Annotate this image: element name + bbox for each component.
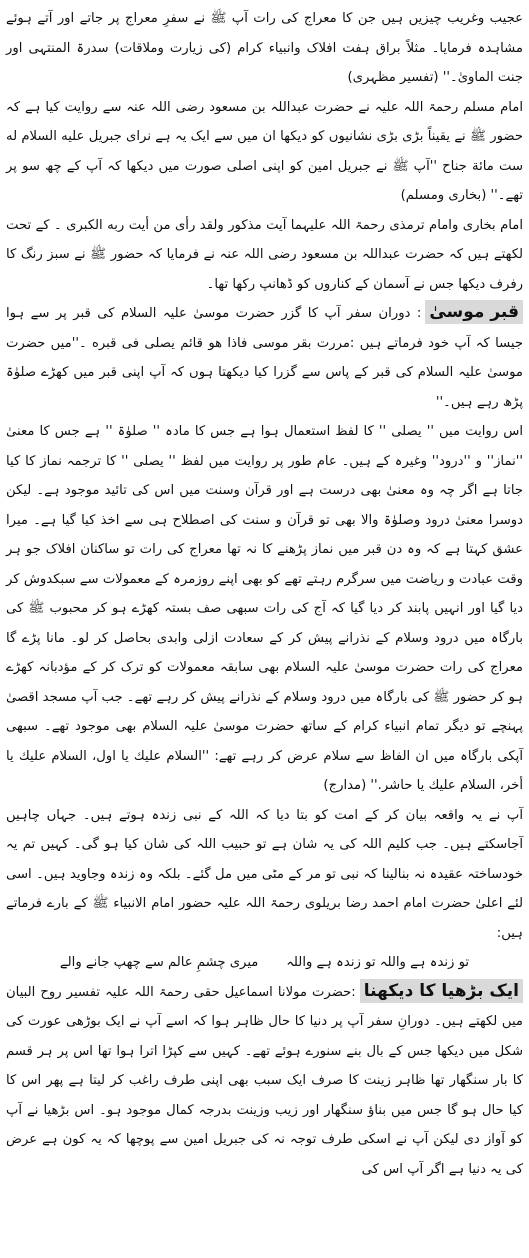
paragraph-muslim-narration: امام مسلم رحمۃ اللہ علیہ نے حضرت عبداللہ بن مسعود رضی اللہ عنہ سے روایت کیا ہے کہ حضور ﷺ نے یقیناً بڑی بڑی نشانیوں کو دیکھا ان میں سے ایک یہ ہے نراى جبريل عليه السلام له ست مائة جناح ''آپ ﷺ نے جبریل امین کو اپنی اصلی صورت میں دیکھا کہ آپ کے چھ سو پر تھے۔'' (بخاری ومسلم) [6,99,523,203]
section-heading-musa-grave: قبر موسیٰ [425,300,523,324]
section-heading-old-woman: ایک بڑھیا کا دیکھنا [360,979,523,1003]
paragraph-old-woman-text: :حضرت مولانا اسماعیل حقی رحمۃ اللہ علیہ تفسیر روح البیان میں لکھتے ہیں۔ دورانِ سفر آپ پر دنیا کا حال ظاہر ہوا کہ اسے آپ نے ایک بوڑھی عورت کی شکل میں دیکھا جس کے بال بنے سنورے ہوئے تھے۔ کہیں سے کپڑا اترا ہوا تھا اس پر ہر قسم کا بار سنگھار تھا ظاہر زینت کا صرف ایک سبب بھی اپنی طرف راغب کر لیتا ہے پھر اس کا کیا حال ہو گا جس میں بناؤ سنگھار اور زیب وزینت بدرجہ کمال موجود ہو۔ اس بڑھیا نے آپ کو آواز دی لیکن آپ نے اسکی طرف توجہ نہ کی جبریل امین سے پوچھا کہ یہ کون ہے عرض کی یہ دنیا ہے اگر آپ اس کی [6,984,523,1177]
paragraph-old-woman [6,978,523,1185]
couplet-left-line: میری چشمِ عالم سے چھپ جانے والے [59,955,259,970]
paragraph-musa-grave [6,299,523,417]
paragraph-bukhari-tirmidhi: امام بخاری وامام ترمذی رحمۃ اللہ علیہما آیت مذکور ولقد رأى من أيت ربه الكبرى ۔ کے تحت لکھتے ہیں کہ حضرت عبداللہ بن مسعود رضی اللہ عنہ نے فرمایا کہ حضور ﷺ نے سبز رنگ کا رفرف دیکھا جس نے آسمان کے کناروں کو ڈھانپ رکھا تھا۔ [6,217,523,292]
paragraph-yusalli-meaning: اس روایت میں '' يصلى '' کا لفظ استعمال ہوا ہے جس کا مادہ '' صلوٰۃ '' ہے جس کا معنیٰ ''نماز'' و ''درود'' وغیرہ کے ہیں۔ عام طور پر روایت میں لفظ '' يصلى '' کا ترجمہ نماز کا کیا جاتا ہے اگر چہ وہ معنیٰ بھی درست ہے اور قرآن وسنت میں اس کی تائید موجود ہے۔ لیکن دوسرا معنیٰ درود وصلوٰۃ والا بھی تو قرآن و سنت کی اصطلاح ہی سے اخذ کیا گیا ہے۔ میرا عشق کہتا ہے کہ وہ دن قبر میں نماز پڑھنے کا نہ تھا معراج کی رات تو ساکنان افلاک جو ہر وقت عبادت و ریاضت میں سرگرم رہتے تھے کو بھی اپنے روزمرہ کے معمولات سے سبکدوش کر دیا گیا اور انہیں پابند کر دیا گیا کہ آج کی رات سبھی صف بستہ کھڑے ہو کر محبوب ﷺ کی بارگاہ میں درود وسلام کے نذرانے پیش کر کے سعادت ازلی وابدی بحاصل کر لو۔ مانا پڑے گا معراج کی رات حضرت موسیٰ علیہ السلام بھی سابقہ معمولات کو ترک کر کے مؤدبانہ کھڑے ہو کر حضور ﷺ کی بارگاہ میں درود وسلام کے نذرانے پیش کر رہے تھے۔ جب آپ مسجد اقصیٰ پہنچے تو دیگر تمام انبیاء کرام کے ساتھ حضرت موسیٰ علیہ السلام بھی موجود تھے۔ سبھی آپکی بارگاہ میں ان الفاظ سے سلام عرض کر رہے تھے: ''السلام عليك يا اول، السلام عليك يا أخر، السلام عليك يا حاشر.'' (مدارج) [6,424,523,793]
paragraph-prophets-alive: آپ نے یہ واقعہ بیان کر کے امت کو بتا دیا کہ اللہ کے نبی زندہ ہوتے ہیں۔ جہاں چاہیں آجاسکتے ہیں۔ جب کلیم اللہ کی یہ شان ہے تو حبیب اللہ کی شان کیا ہو گی۔ کہیں تم یہ خودساختہ عقیدہ نہ بنالینا کہ نبی تو مر کے مٹی میں مل گئے۔ بلکہ وہ زندہ وجاوید ہیں۔ اسی لئے اعلیٰ حضرت امام احمد رضا بریلوی رحمۃ اللہ علیہ حضور امام الانبیاء ﷺ کے بارے فرماتے ہیں: [6,807,523,941]
couplet-right-line: تو زندہ ہے واللہ تو زندہ ہے واللہ [286,955,470,970]
poetry-couplet [6,948,523,978]
paragraph-mairaj-sights: عجیب وغریب چیزیں ہیں جن کا معراج کی رات آپ ﷺ نے سفرِ معراج پر جاتے اور آتے ہوئے مشاہدہ فرمایا۔ مثلاً براق ہفت افلاک وانبیاء کرام (کی زیارت وملاقات) سدرۃ المنتہی اور جنت الماویٰ۔'' (تفسیر مظہری) [6,11,523,85]
paragraph-musa-grave-text: : دوران سفر آپ کا گزر حضرت موسیٰ علیہ السلام کی قبر پر سے ہوا جیسا کہ آپ خود فرماتے ہیں :مررت بقر موسى فاذا هو قائم يصلى فى قبره ۔''میں حضرت موسیٰ علیہ السلام کی قبر کے پاس سے گزرا کیا دیکھتا ہوں کہ آپ اپنی قبر میں کھڑے صلوٰۃ پڑھ رہے ہیں۔'' [6,306,523,410]
